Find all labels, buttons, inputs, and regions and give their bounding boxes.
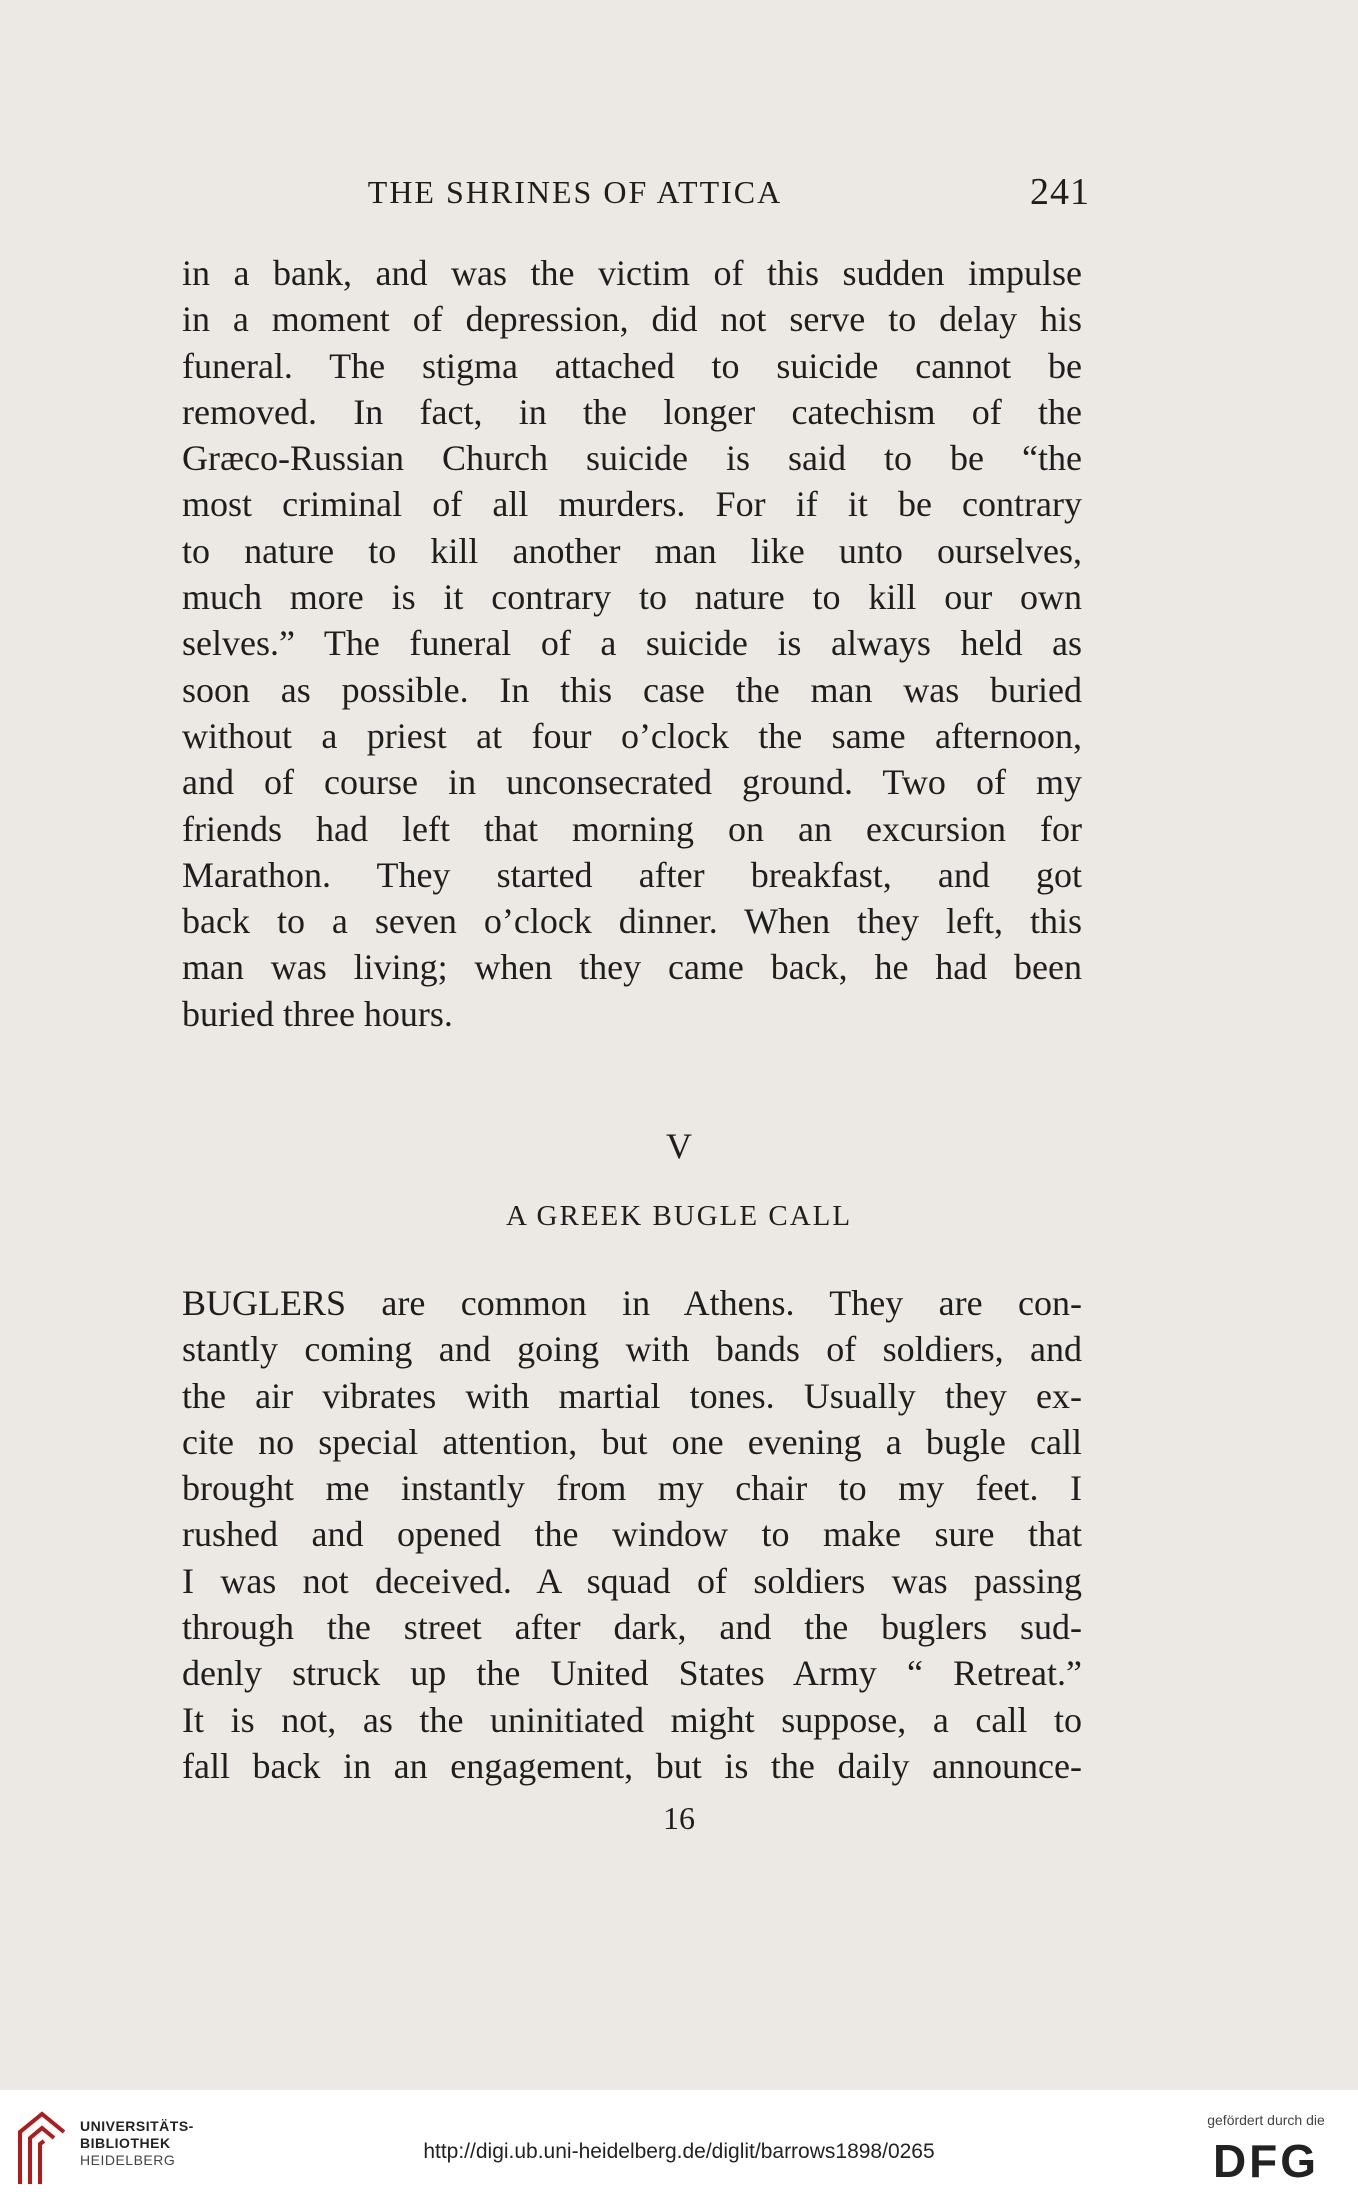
text-line: back to a seven o’clock dinner. When they left, this <box>182 901 1082 942</box>
text-line: without a priest at four o’clock the same afternoon, <box>182 715 1082 756</box>
paragraph-buglers <box>182 1280 1082 1789</box>
text-line: brought me instantly from my chair to my feet. I <box>182 1468 1082 1509</box>
library-name-line: UNIVERSITÄTS- <box>80 2118 194 2134</box>
funding-notice <box>1186 2112 1346 2188</box>
text-line: friends had left that morning on an excursion for <box>182 808 1082 849</box>
signature-mark: 16 <box>663 1800 695 1836</box>
text-line: stantly coming and going with bands of soldiers, and <box>182 1329 1082 1370</box>
text-line: denly struck up the United States Army “ Retreat.” <box>182 1653 1082 1694</box>
source-url-link[interactable]: http://digi.ub.uni-heidelberg.de/diglit/barrows1898/0265 <box>423 2140 935 2163</box>
text-line: It is not, as the uninitiated might suppose, a call to <box>182 1699 1082 1740</box>
text-line: cite no special attention, but one evening a bugle call <box>182 1421 1082 1462</box>
text-line: I was not deceived. A squad of soldiers was passing <box>182 1560 1082 1601</box>
text-line: man was living; when they came back, he had been <box>182 947 1082 988</box>
text-line: rushed and opened the window to make sure that <box>182 1514 1082 1555</box>
dfg-logo: DFG <box>1212 2135 1320 2187</box>
text-line: Marathon. They started after breakfast, and got <box>182 854 1082 895</box>
section-numeral: V <box>666 1126 692 1166</box>
text-line: BUGLERS are common in Athens. They are con- <box>182 1283 1082 1323</box>
page-number: 241 <box>1030 171 1090 213</box>
text-line: in a bank, and was the victim of this sudden impulse <box>182 253 1082 293</box>
text-line: fall back in an engagement, but is the daily announce- <box>182 1745 1082 1786</box>
text-line: removed. In fact, in the longer catechism of the <box>182 391 1082 432</box>
text-line: most criminal of all murders. For if it be contrary <box>182 484 1082 525</box>
library-name-line: HEIDELBERG <box>80 2152 176 2168</box>
text-line: buried three hours. <box>182 993 453 1034</box>
page-header <box>180 170 1090 220</box>
footer-bar <box>0 2090 1358 2208</box>
text-line: to nature to kill another man like unto ourselves, <box>182 530 1082 571</box>
text-line: and of course in unconsecrated ground. Two of my <box>182 762 1082 803</box>
text-line: in a moment of depression, did not serve to delay his <box>182 299 1082 340</box>
section-title: A GREEK BUGLE CALL <box>505 1200 853 1232</box>
text-line: funeral. The stigma attached to suicide cannot be <box>182 345 1082 386</box>
library-name-line: BIBLIOTHEK <box>80 2135 171 2151</box>
paragraph-continuation <box>182 250 1082 1037</box>
text-line: selves.” The funeral of a suicide is always held as <box>182 623 1082 664</box>
text-line: Græco-Russian Church suicide is said to be “the <box>182 438 1082 479</box>
text-line: the air vibrates with martial tones. Usually they ex- <box>182 1375 1082 1416</box>
text-line: much more is it contrary to nature to kill our own <box>182 577 1082 618</box>
running-head: THE SHRINES OF ATTICA <box>367 174 783 210</box>
text-line: through the street after dark, and the buglers sud- <box>182 1607 1082 1648</box>
text-line: soon as possible. In this case the man was buried <box>182 669 1082 710</box>
funded-by-text: gefördert durch die <box>1207 2112 1325 2128</box>
